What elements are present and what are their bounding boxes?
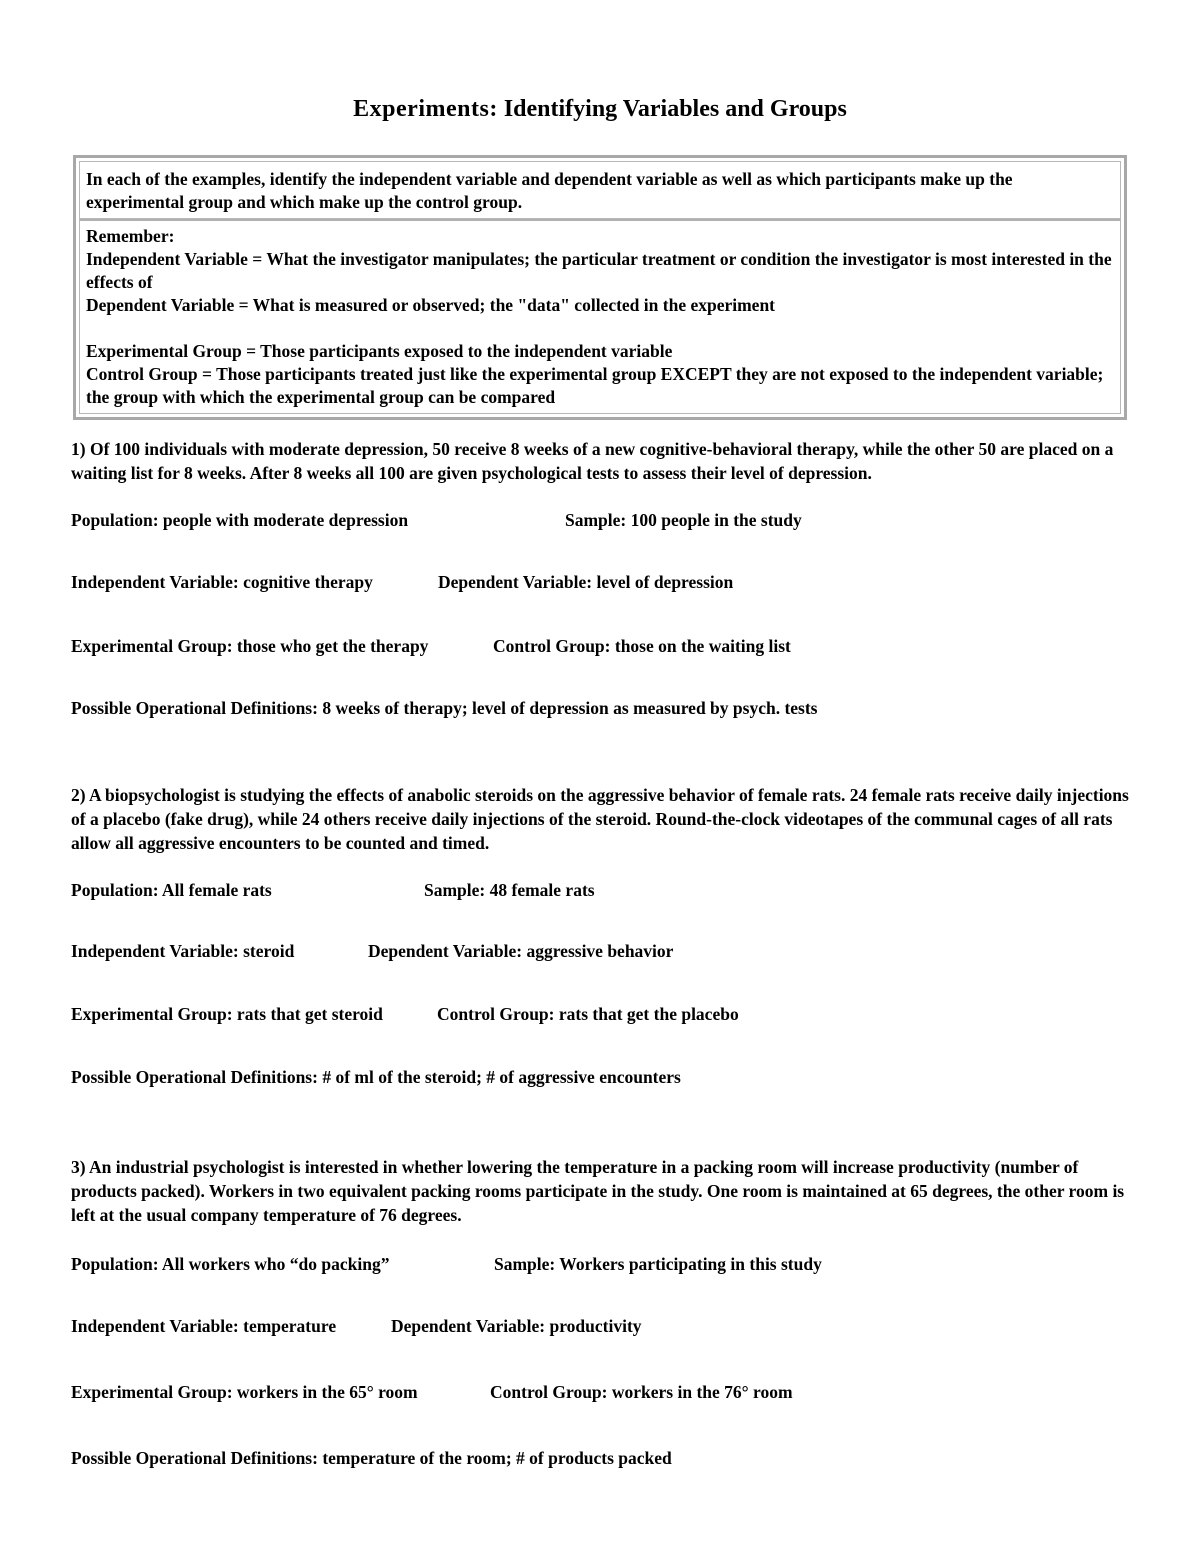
- example-3-dependent-variable: Dependent Variable: productivity: [391, 1316, 642, 1336]
- example-1-dependent-variable: Dependent Variable: level of depression: [438, 572, 734, 592]
- example-3-control-group: Control Group: workers in the 76° room: [490, 1382, 793, 1402]
- example-2-control-group: Control Group: rats that get the placebo: [437, 1004, 739, 1024]
- independent-variable-definition: Independent Variable = What the investigator manipulates; the particular treatment or condition the investigator is most interested in the effects of: [86, 249, 1112, 292]
- experimental-group-definition: Experimental Group = Those participants exposed to the independent variable: [86, 341, 673, 361]
- example-2-independent-variable: Independent Variable: steroid: [71, 941, 295, 961]
- example-2-population-row: [71, 880, 595, 901]
- example-3-independent-variable: Independent Variable: temperature: [71, 1316, 337, 1336]
- example-1-groups-row: [71, 636, 791, 657]
- example-3-sample: Sample: Workers participating in this study: [494, 1254, 822, 1274]
- example-3-operational-definitions: Possible Operational Definitions: temperature of the room; # of products packed: [71, 1448, 672, 1468]
- example-3-question: 3) An industrial psychologist is interested in whether lowering the temperature in a packing room will increase productivity (number of products packed). Workers in two equivalent packing rooms participate in the study. One room is maintained at 65 degrees, the other room is left at the usual company temperature of 76 degrees.: [71, 1157, 1125, 1225]
- example-2-population: Population: All female rats: [71, 880, 272, 900]
- example-1-sample: Sample: 100 people in the study: [565, 510, 802, 530]
- example-3-population: Population: All workers who “do packing”: [71, 1254, 390, 1274]
- example-1-operational-definitions: Possible Operational Definitions: 8 weeks of therapy; level of depression as measured by psych. tests: [71, 698, 818, 718]
- example-3-experimental-group: Experimental Group: workers in the 65° room: [71, 1382, 418, 1402]
- definitions-cell: [79, 219, 1121, 414]
- instructions-intro-cell: [79, 161, 1121, 219]
- example-3-variables-row: [71, 1316, 642, 1337]
- title-part-1: Experiments:: [353, 96, 498, 122]
- remember-label: Remember:: [86, 226, 175, 246]
- page-title: [0, 96, 1200, 123]
- example-3-groups-row: [71, 1382, 793, 1403]
- example-2-experimental-group: Experimental Group: rats that get steroid: [71, 1004, 383, 1024]
- example-2-variables-row: [71, 941, 674, 962]
- dependent-variable-definition: Dependent Variable = What is measured or observed; the "data" collected in the experiment: [86, 295, 776, 315]
- example-1-experimental-group: Experimental Group: those who get the therapy: [71, 636, 429, 656]
- example-2-dependent-variable: Dependent Variable: aggressive behavior: [368, 941, 674, 961]
- title-part-2: Identifying Variables and Groups: [503, 96, 847, 122]
- example-1-variables-row: [71, 572, 734, 593]
- instructions-box: [73, 155, 1127, 420]
- example-1-population-row: [71, 510, 802, 531]
- control-group-definition: Control Group = Those participants treated just like the experimental group EXCEPT they are not exposed to the independent variable; the group with which the experimental group can be compared: [86, 364, 1104, 407]
- example-2-sample: Sample: 48 female rats: [424, 880, 595, 900]
- example-1-question: 1) Of 100 individuals with moderate depression, 50 receive 8 weeks of a new cognitive-behavioral therapy, while the other 50 are placed on a waiting list for 8 weeks. After 8 weeks all 100 are given psychological tests to assess their level of depression.: [71, 439, 1114, 483]
- example-2-question: 2) A biopsychologist is studying the effects of anabolic steroids on the aggressive behavior of female rats. 24 female rats receive daily injections of a placebo (fake drug), while 24 others receive daily injections of the steroid. Round-the-clock videotapes of the communal cages of all rats allow all aggressive encounters to be counted and timed.: [71, 785, 1129, 853]
- example-2-operational-definitions: Possible Operational Definitions: # of ml of the steroid; # of aggressive encounters: [71, 1067, 681, 1087]
- example-1-population: Population: people with moderate depression: [71, 510, 409, 530]
- example-1-independent-variable: Independent Variable: cognitive therapy: [71, 572, 373, 592]
- example-3-population-row: [71, 1254, 822, 1275]
- instructions-intro: In each of the examples, identify the independent variable and dependent variable as well as which participants make up the experimental group and which make up the control group.: [86, 169, 1013, 212]
- example-2-groups-row: [71, 1004, 739, 1025]
- spacer: [86, 317, 1114, 340]
- example-1-control-group: Control Group: those on the waiting list: [493, 636, 791, 656]
